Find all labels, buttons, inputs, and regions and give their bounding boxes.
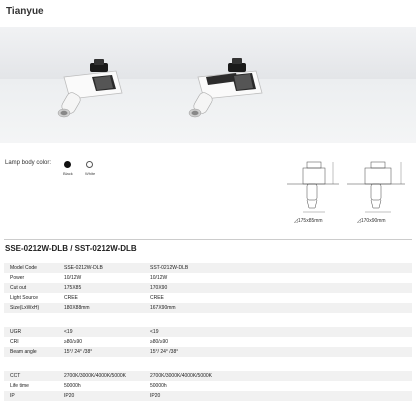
black-swatch-label: Black xyxy=(63,171,73,176)
spec-value-sse: 10/12W xyxy=(64,275,82,281)
spec-value-sst: 15°/ 24° /38° xyxy=(150,349,179,355)
table-row xyxy=(4,303,412,313)
table-row xyxy=(4,347,412,357)
spec-value-sse: CREE xyxy=(64,295,78,301)
spec-value-sse: <19 xyxy=(64,329,73,335)
spec-value-sse: 175X85 xyxy=(64,285,82,291)
table-row xyxy=(4,273,412,283)
white-swatch[interactable] xyxy=(86,161,93,168)
recessed-spotlight-single-icon xyxy=(50,55,130,127)
white-swatch-label: White xyxy=(85,171,96,176)
spec-value-sst: 2700K/3000K/4000K/5000K xyxy=(150,373,212,379)
spec-label: Cut out xyxy=(10,285,27,291)
spec-value-sst: SST-0212W-DLB xyxy=(150,265,189,271)
spec-value-sse: 50000h xyxy=(64,383,81,389)
spec-value-sse: 15°/ 24° /38° xyxy=(64,349,93,355)
brand-name: Tianyue xyxy=(6,6,44,17)
cutout-right-caption: ◿170x90mm xyxy=(357,218,386,224)
spec-label: Model Code xyxy=(10,265,37,271)
model-title: SSE-0212W-DLB / SST-0212W-DLB xyxy=(5,244,137,253)
spec-value-sst: IP20 xyxy=(150,393,161,399)
spec-value-sse: SSE-0212W-DLB xyxy=(64,265,103,271)
spec-label: IP xyxy=(10,393,15,399)
spec-label: UGR xyxy=(10,329,22,335)
spec-value-sse: 2700K/3000K/4000K/5000K xyxy=(64,373,126,379)
spec-value-sse: IP20 xyxy=(64,393,75,399)
lamp-body-color-label: Lamp body color: xyxy=(5,160,52,166)
spec-label: Beam angle xyxy=(10,349,37,355)
spec-value-sst: ≥80/≥90 xyxy=(150,339,169,345)
black-swatch[interactable] xyxy=(64,161,71,168)
dimension-drawing-left xyxy=(283,158,345,222)
table-row xyxy=(4,293,412,303)
divider xyxy=(4,239,412,240)
dimension-drawing-right xyxy=(345,160,409,222)
table-row xyxy=(4,263,412,273)
spec-label: Life time xyxy=(10,383,29,389)
spec-value-sse: 180X88mm xyxy=(64,305,90,311)
spec-label: Power xyxy=(10,275,25,281)
recessed-spotlight-double-icon xyxy=(180,53,270,127)
spec-value-sst: <19 xyxy=(150,329,159,335)
table-row xyxy=(4,391,412,401)
spec-value-sse: ≥80/≥90 xyxy=(64,339,83,345)
table-row xyxy=(4,337,412,347)
table-row xyxy=(4,381,412,391)
table-row xyxy=(4,327,412,337)
spec-label: Size(LxWxH) xyxy=(10,305,40,311)
spec-value-sst: 50000h xyxy=(150,383,167,389)
spec-value-sst: 167X90mm xyxy=(150,305,176,311)
spec-label: Light Source xyxy=(10,295,39,301)
spec-value-sst: 10/12W xyxy=(150,275,168,281)
cutout-left-caption: ◿175x85mm xyxy=(294,218,323,224)
product-hero-image xyxy=(0,27,416,143)
spec-label: CCT xyxy=(10,373,21,379)
spec-value-sst: CREE xyxy=(150,295,164,301)
table-row xyxy=(4,283,412,293)
spec-value-sst: 170X90 xyxy=(150,285,168,291)
table-row xyxy=(4,371,412,381)
spec-label: CRI xyxy=(10,339,19,345)
